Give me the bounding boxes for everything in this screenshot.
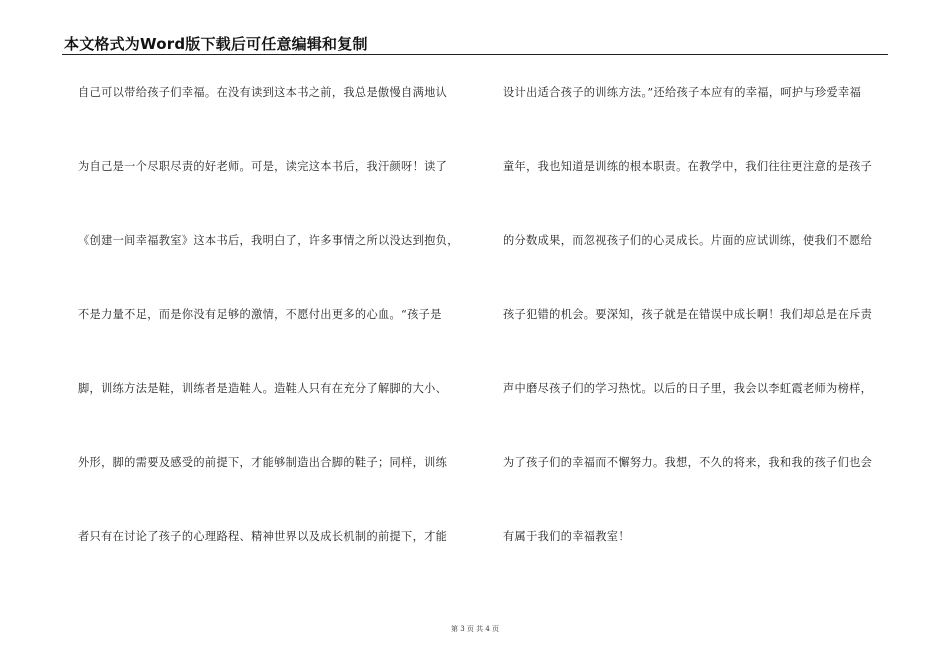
text-line: 声中磨尽孩子们的学习热忱。以后的日子里，我会以李虹霞老师为榜样， <box>503 382 873 395</box>
text-line: 有属于我们的幸福教室！ <box>503 530 630 543</box>
text-line: 童年，我也知道是训练的根本职责。在教学中，我们往往更注意的是孩子 <box>503 160 873 173</box>
text-line: 的分数成果，而忽视孩子们的心灵成长。片面的应试训练，使我们不愿给 <box>503 234 873 247</box>
page-number: 第 3 页 共 4 页 <box>450 625 500 633</box>
text-line: 设计出适合孩子的训练方法。”还给孩子本应有的幸福，呵护与珍爱幸福 <box>503 86 862 99</box>
text-line: 为了孩子们的幸福而不懈努力。我想，不久的将来，我和我的孩子们也会 <box>503 456 873 469</box>
header-divider <box>62 54 888 55</box>
text-line: 脚，训练方法是鞋，训练者是造鞋人。造鞋人只有在充分了解脚的大小、 <box>78 382 448 395</box>
text-line: 者只有在讨论了孩子的心理路程、精神世界以及成长机制的前提下，才能 <box>78 530 448 543</box>
text-line: 外形，脚的需要及感受的前提下，才能够制造出合脚的鞋子；同样，训练 <box>78 456 448 469</box>
document-header-title: 本文格式为Word版下载后可任意编辑和复制 <box>64 35 368 53</box>
text-line: 孩子犯错的机会。要深知，孩子就是在错误中成长啊！我们却总是在斥责 <box>503 308 873 321</box>
text-line: 《创建一间幸福教室》这本书后，我明白了，许多事情之所以没达到抱负， <box>78 234 459 247</box>
text-line: 自己可以带给孩子们幸福。在没有读到这本书之前，我总是傲慢自满地认 <box>78 86 448 99</box>
text-line: 为自己是一个尽职尽责的好老师。可是，读完这本书后，我汗颜呀！读了 <box>78 160 448 173</box>
text-line: 不是力量不足，而是你没有足够的激情，不愿付出更多的心血。“孩子是 <box>78 308 442 321</box>
